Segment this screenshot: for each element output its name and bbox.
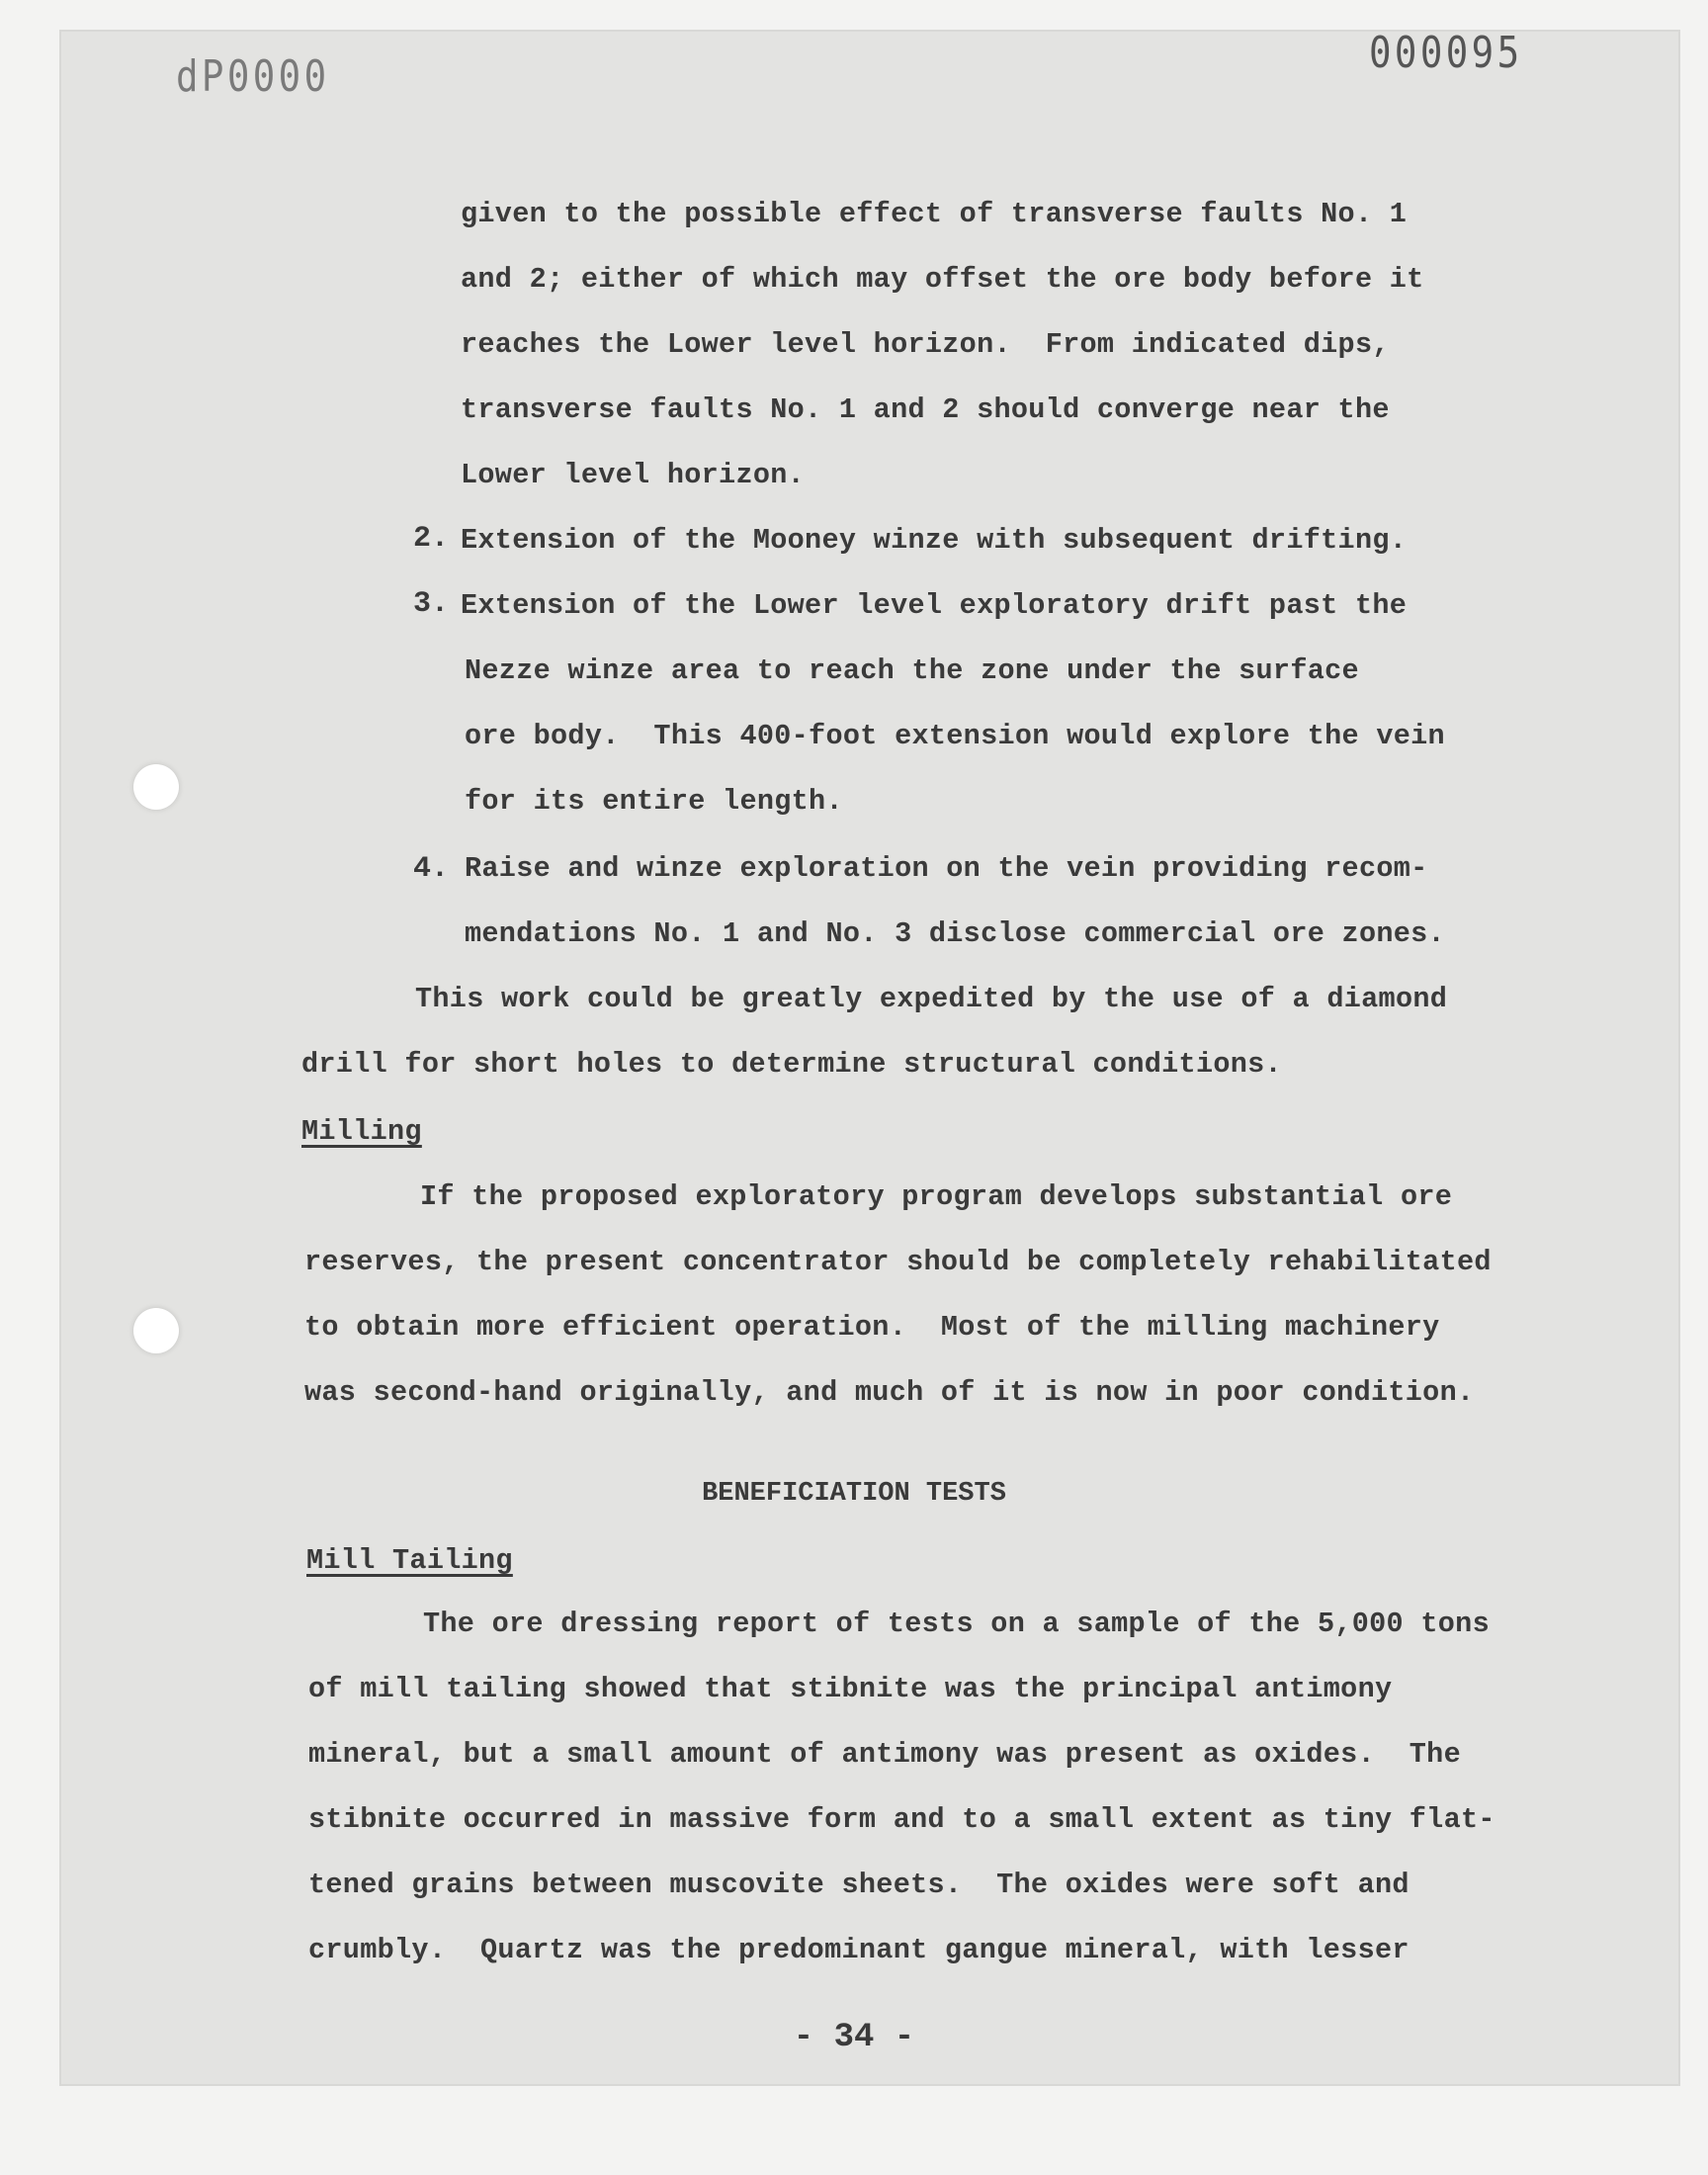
- text-line: ore body. This 400-foot extension would explore the vein: [465, 720, 1445, 752]
- text-line: Nezze winze area to reach the zone under the surface: [465, 654, 1359, 687]
- text-line: reaches the Lower level horizon. From indicated dips,: [461, 328, 1390, 361]
- text-line: mineral, but a small amount of antimony was present as oxides. The: [308, 1738, 1461, 1771]
- text-line: transverse faults No. 1 and 2 should converge near the: [461, 393, 1390, 426]
- text-line: to obtain more efficient operation. Most of the milling machinery: [304, 1311, 1440, 1344]
- section-heading-milling: Milling: [301, 1115, 422, 1148]
- text-line: If the proposed exploratory program develops substantial ore: [420, 1180, 1453, 1213]
- text-line: Lower level horizon.: [461, 459, 806, 491]
- punch-hole-lower: [133, 1308, 179, 1353]
- text-line: tened grains between muscovite sheets. The oxides were soft and: [308, 1869, 1409, 1901]
- page-number: - 34 -: [793, 2019, 915, 2056]
- list-number: 4.: [413, 852, 450, 886]
- text-line: Extension of the Lower level exploratory drift past the: [461, 589, 1408, 622]
- text-line: Raise and winze exploration on the vein providing recom-: [465, 852, 1428, 885]
- text-line: crumbly. Quartz was the predominant gangue mineral, with lesser: [308, 1934, 1409, 1966]
- text-line: for its entire length.: [465, 785, 843, 818]
- text-line: of mill tailing showed that stibnite was the principal antimony: [308, 1673, 1393, 1705]
- text-line: and 2; either of which may offset the ore body before it: [461, 263, 1424, 296]
- text-line: reserves, the present concentrator should be completely rehabilitated: [304, 1246, 1492, 1278]
- text-line: was second-hand originally, and much of it is now in poor condition.: [304, 1376, 1475, 1409]
- text-line: This work could be greatly expedited by the use of a diamond: [415, 983, 1448, 1015]
- text-line: mendations No. 1 and No. 3 disclose commercial ore zones.: [465, 917, 1445, 950]
- text-line: Extension of the Mooney winze with subsequent drifting.: [461, 524, 1408, 557]
- text-line: The ore dressing report of tests on a sample of the 5,000 tons: [423, 1608, 1490, 1640]
- text-line: given to the possible effect of transverse faults No. 1: [461, 198, 1408, 230]
- punch-hole-upper: [133, 764, 179, 810]
- section-heading-mill-tailing: Mill Tailing: [306, 1544, 513, 1577]
- text-line: drill for short holes to determine structural conditions.: [301, 1048, 1282, 1081]
- stamp-top-right: 000095: [1369, 28, 1523, 78]
- stamp-top-left: dP0000: [176, 51, 330, 102]
- section-heading-beneficiation: BENEFICIATION TESTS: [702, 1479, 1006, 1509]
- list-number: 3.: [413, 587, 450, 621]
- text-line: stibnite occurred in massive form and to a small extent as tiny flat-: [308, 1803, 1495, 1836]
- list-number: 2.: [413, 522, 450, 556]
